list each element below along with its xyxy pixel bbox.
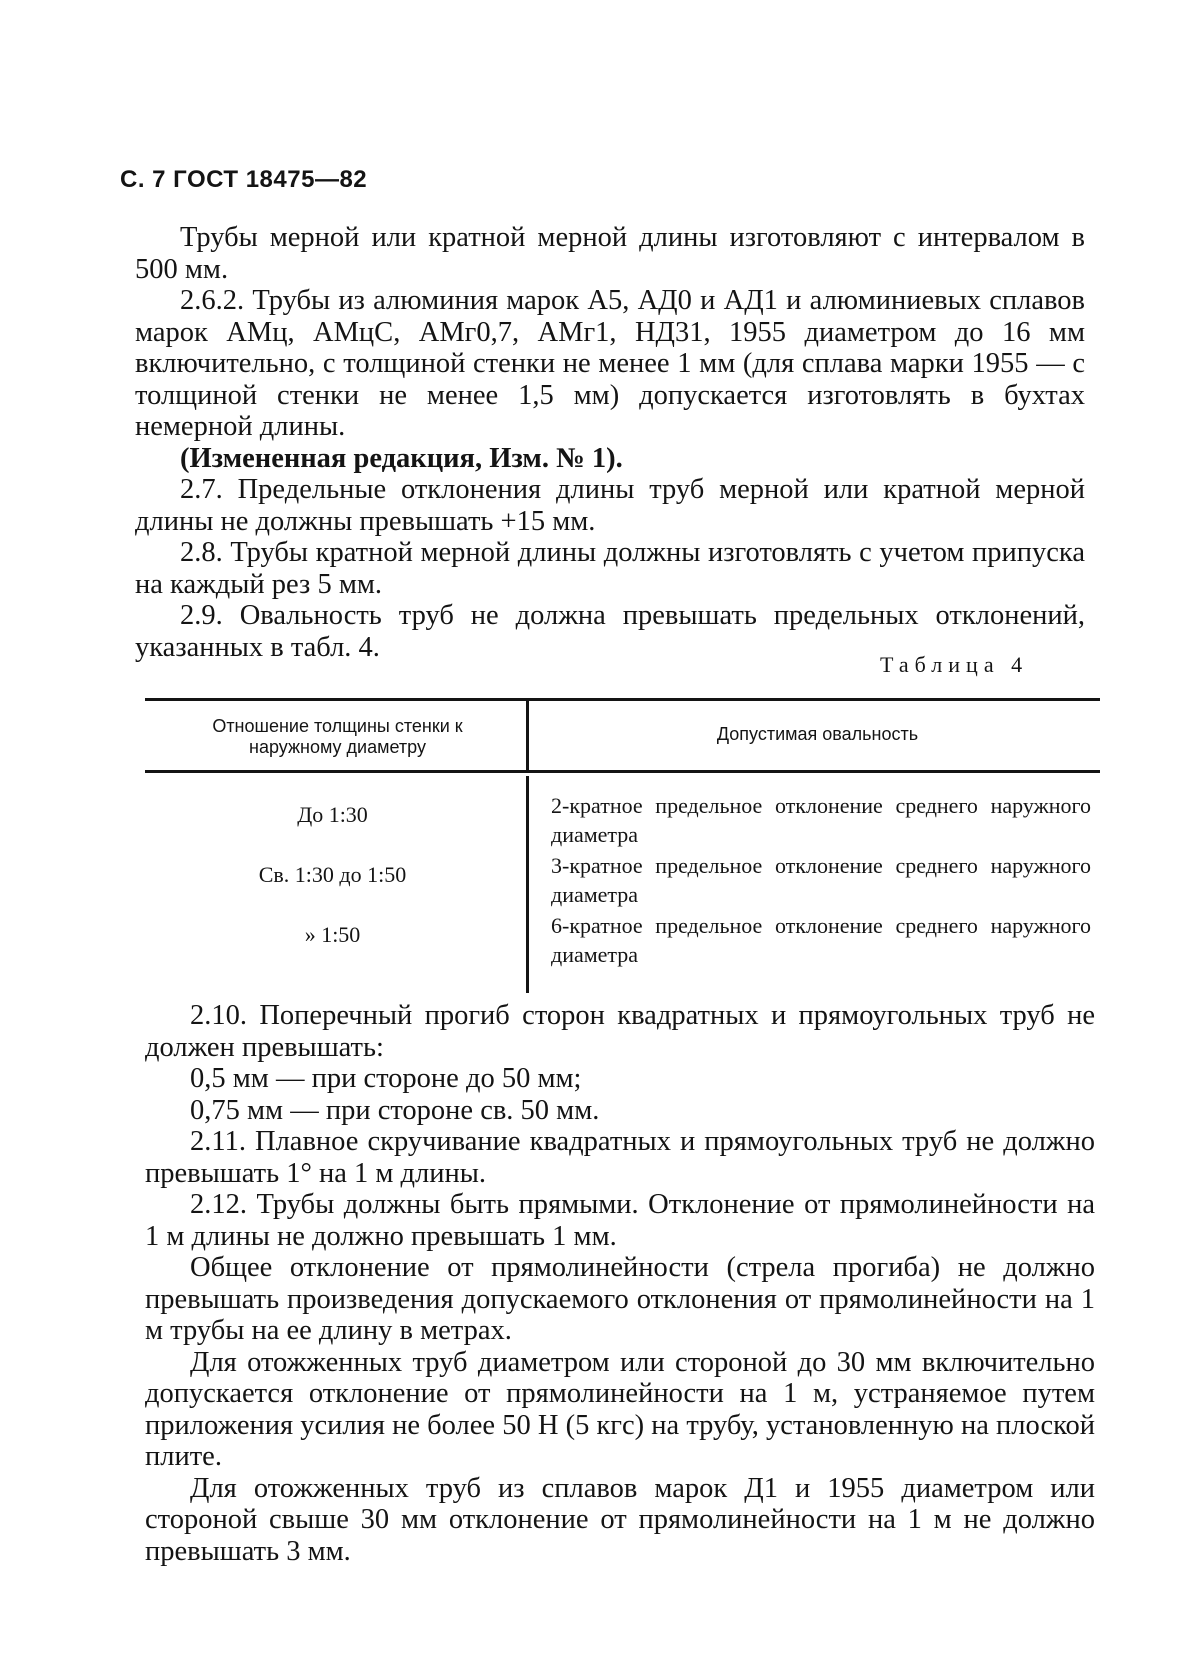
- amendment-note: (Измененная редакция, Изм. № 1).: [180, 442, 623, 474]
- list-item: 0,5 мм — при стороне до 50 мм;: [190, 1063, 582, 1094]
- paragraph: Для отожженных труб диаметром или стороной до 30 мм включительно допускается отклонение от прямолинейности на 1 м, устраняемое путем приложения усилия не более 50 Н (5 кгс) на трубу, установленную на плоской плите.: [145, 1346, 1095, 1472]
- column-header-ratio: Отношение толщины стенки к наружному диаметру: [212, 716, 463, 757]
- column-header-ovality: Допустимая овальность: [716, 724, 919, 744]
- paragraph-2-9: 2.9. Овальность труб не должна превышать предельных отклонений, указанных в табл. 4.: [135, 600, 1085, 663]
- table-body-divider: [526, 776, 529, 993]
- ovality-table: [145, 698, 1100, 995]
- paragraph-2-11: 2.11. Плавное скручивание квадратных и прямоугольных труб не должно превышать 1° на 1 м длины.: [145, 1126, 1095, 1189]
- paragraph: Трубы мерной или кратной мерной длины изготовляют с интервалом в 500 мм.: [135, 222, 1085, 285]
- table-header-divider: [526, 700, 529, 770]
- table-caption: Таблица 4: [880, 652, 1029, 677]
- table-cell-ratio: Св. 1:30 до 1:50: [258, 862, 407, 887]
- table-cell-ovality: 2-кратное предельное отклонение среднего наружного диаметра: [551, 793, 1091, 847]
- paragraph: Для отожженных труб из сплавов марок Д1 и 1955 диаметром или стороной свыше 30 мм отклонение от прямолинейности на 1 м не должно превышать 3 мм.: [145, 1472, 1095, 1567]
- paragraph-2-6-2: 2.6.2. Трубы из алюминия марок А5, АД0 и АД1 и алюминиевых сплавов марок АМц, АМцС, АМг0,7, АМг1, НД31, 1955 диаметром до 16 мм включительно, с толщиной стенки не менее 1 мм (для сплава марки 1955 — с толщиной стенки не менее 1,5 мм) допускается изготовлять в бухтах немерной длины.: [135, 285, 1085, 442]
- paragraph-2-12: 2.12. Трубы должны быть прямыми. Отклонение от прямолинейности на 1 м длины не должно превышать 1 мм.: [145, 1189, 1095, 1252]
- paragraph: Общее отклонение от прямолинейности (стрела прогиба) не должно превышать произведения допускаемого отклонения от прямолинейности на 1 м трубы на ее длину в метрах.: [145, 1252, 1095, 1346]
- paragraph-2-10: 2.10. Поперечный прогиб сторон квадратных и прямоугольных труб не должен превышать:: [145, 1000, 1095, 1063]
- table-cell-ratio: » 1:50: [304, 922, 361, 947]
- table-cell-ovality: 6-кратное предельное отклонение среднего наружного диаметра: [551, 913, 1091, 967]
- table-cell-ratio: До 1:30: [297, 802, 368, 827]
- text-block-lower: [145, 1000, 1095, 1567]
- list-item: 0,75 мм — при стороне св. 50 мм.: [190, 1094, 600, 1126]
- table-header-rule: [145, 770, 1100, 773]
- table-top-rule: [145, 698, 1100, 701]
- paragraph-2-7: 2.7. Предельные отклонения длины труб мерной или кратной мерной длины не должны превышать +15 мм.: [135, 474, 1085, 537]
- text-block-upper: [135, 222, 1085, 663]
- paragraph-2-8: 2.8. Трубы кратной мерной длины должны изготовлять с учетом припуска на каждый рез 5 мм.: [135, 537, 1085, 600]
- table-cell-ovality: 3-кратное предельное отклонение среднего наружного диаметра: [551, 853, 1091, 907]
- page-header: С. 7 ГОСТ 18475—82: [120, 166, 368, 193]
